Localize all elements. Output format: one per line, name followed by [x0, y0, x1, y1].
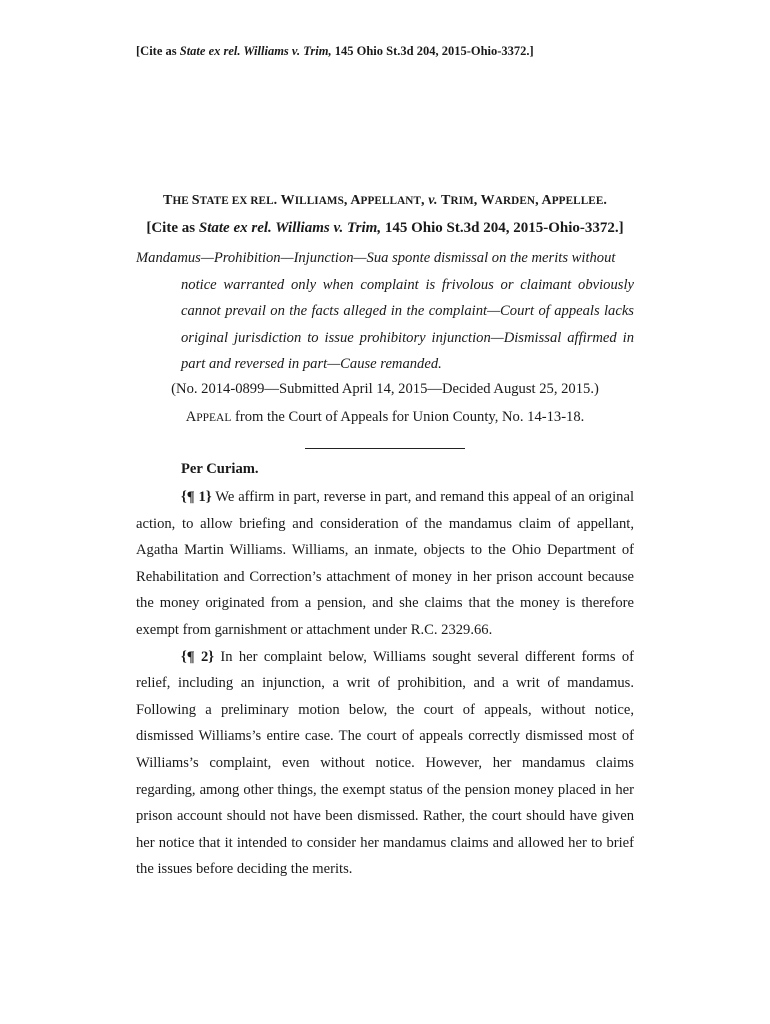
appeal-line: APPEAL from the Court of Appeals for Union County, No. 14-13-18. [185, 409, 585, 425]
opinion-body [136, 484, 634, 883]
separator-rule [305, 448, 465, 449]
paragraph-1 [136, 484, 634, 644]
paragraph-number: {¶ 2} [181, 648, 215, 665]
per-curiam-heading: Per Curiam. [181, 461, 259, 477]
syllabus-first-line: Mandamus—Prohibition—Injunction—Sua sponte dismissal on the merits without [136, 250, 616, 266]
docket-line: (No. 2014-0899—Submitted April 14, 2015—Decided August 25, 2015.) [171, 381, 599, 397]
cite-reporter: 145 Ohio St.3d 204, 2015-Ohio-3372.] [331, 44, 534, 58]
paragraph-2 [136, 644, 634, 883]
cite-case-name: State ex rel. Williams v. Trim, [179, 44, 332, 58]
case-caption: THE STATE EX REL. WILLIAMS, APPELLANT, v. TRIM, WARDEN, APPELLEE. [162, 193, 608, 208]
paragraph-text: We affirm in part, reverse in part, and remand this appeal of an original action, to allow briefing and consideration of the mandamus claim of appellant, Agatha Martin Williams. Williams, an inmate, objects to the Ohio Department of Rehabilitation and Correction’s attachment of money in her prison account because the money originated from a pension, and she claims that the money is therefore exempt from garnishment or attachment under R.C. 2329.66. [136, 489, 634, 638]
cite-prefix: [Cite as [136, 44, 180, 58]
running-citation-header [136, 44, 636, 59]
syllabus [136, 245, 634, 378]
syllabus-continuation: notice warranted only when complaint is frivolous or claimant obviously cannot prevail on the facts alleged in the complaint—Court of appeals lacks original jurisdiction to issue prohibitory injunction—Dismissal affirmed in part and reversed in part—Cause remanded. [181, 276, 634, 373]
paragraph-number: {¶ 1} [181, 489, 212, 505]
paragraph-text: In her complaint below, Williams sought several different forms of relief, including an injunction, a writ of prohibition, and a writ of mandamus. Following a preliminary motion below, the court of appeals, without notice, dismissed Williams’s entire case. The court of appeals correctly dismissed most of Williams’s complaint, even without notice. However, her mandamus claims regarding, among other things, the exempt status of the pension money placed in her prison account should not have been dismissed. Rather, the court should have given her notice that it intended to consider her mandamus claims and allowed her to brief the issues before deciding the merits. [136, 648, 635, 878]
citation-line: [Cite as State ex rel. Williams v. Trim, 145 Ohio St.3d 204, 2015-Ohio-3372.] [146, 220, 624, 236]
